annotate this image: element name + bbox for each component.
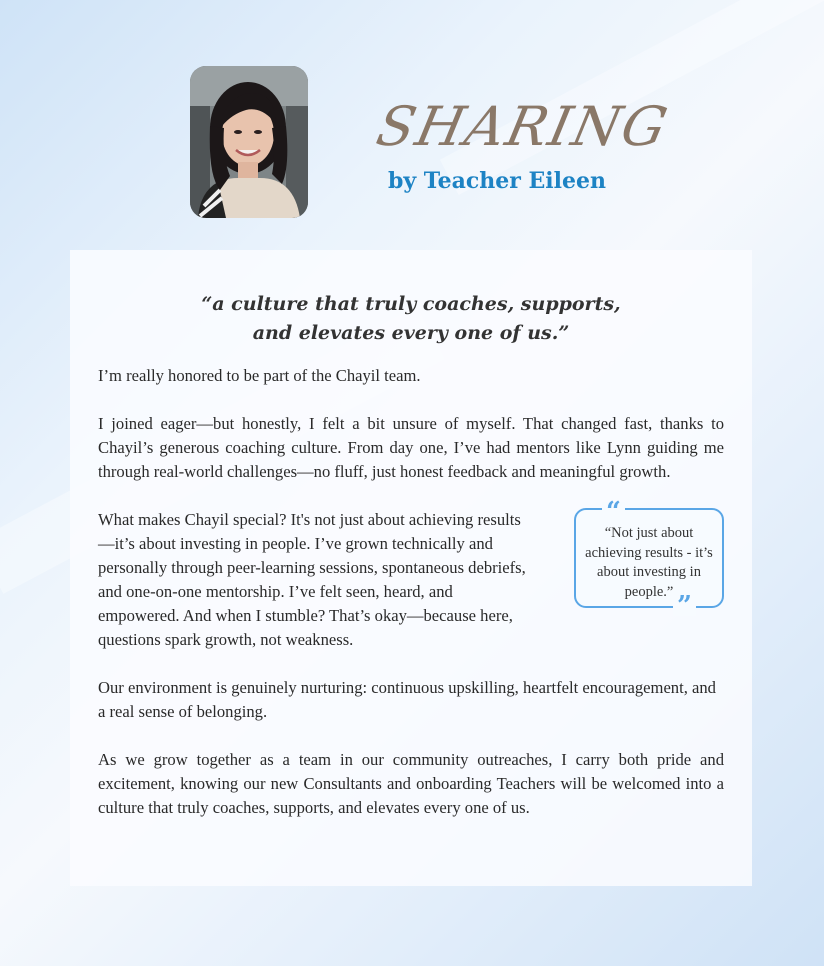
paragraph-3: What makes Chayil special? It's not just about achieving results—it’s about investing in people. I’ve grown technically and personally through peer-learning sessions, spontaneous debriefs, and one-on-one mentorship. I’ve felt seen, heard, and empowered. And when I stumble? That’s okay—because here, questions spark growth, not weakness. [98,510,526,649]
paragraph-1: I’m really honored to be part of the Chayil team. [98,366,421,385]
headline-line-1: “a culture that truly coaches, supports, [201,293,621,315]
paragraph-2: I joined eager—but honestly, I felt a bit unsure of myself. That changed fast, thanks to Chayil’s generous coaching culture. From day one, I’ve had mentors like Lynn guiding me through real-world challenges—no fluff, just honest feedback and meaningful growth. [98,414,724,481]
portrait-image [190,66,308,218]
headline-quote [70,290,752,348]
teacher-photo [190,66,308,218]
content-card [70,250,752,886]
open-quote-icon: “ [602,502,625,522]
pull-quote-text: “Not just about achieving results - it’s about investing in people.” [585,525,713,600]
paragraph-4: Our environment is genuinely nurturing: continuous upskilling, heartfelt encouragement, and a real sense of belonging. [98,678,716,721]
headline-line-2: and elevates every one of us.” [252,322,570,344]
page-title: SHARING [371,95,675,158]
author-byline: by Teacher Eileen [387,168,607,194]
pull-quote [574,497,724,621]
close-quote-icon: ” [673,596,696,616]
article-body [98,364,724,844]
paragraph-5: As we grow together as a team in our community outreaches, I carry both pride and excitement, knowing our new Consultants and onboarding Teachers will be welcomed into a culture that truly coaches, supports, and elevates every one of us. [98,750,724,817]
